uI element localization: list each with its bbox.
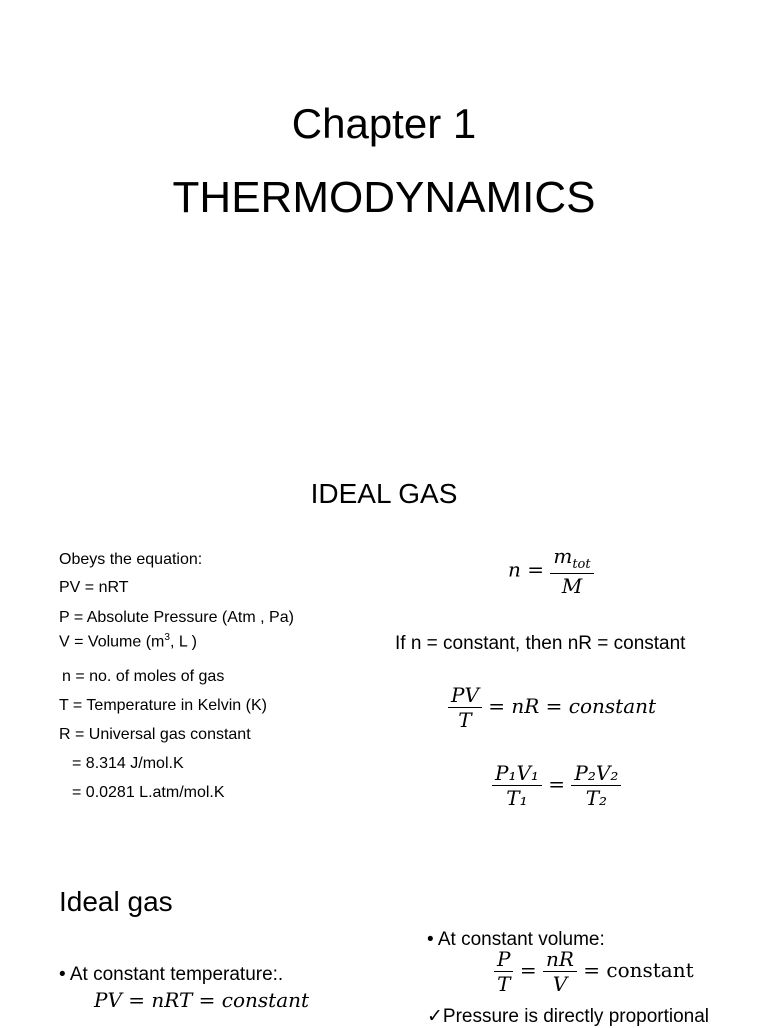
volume-rhs: = constant [583, 958, 694, 982]
combined-rhs-denominator: T₂ [585, 786, 608, 810]
moles-fraction [550, 545, 593, 597]
volume-definition-suffix: , L ) [169, 633, 197, 651]
combined-gas-law [492, 762, 621, 809]
moles-numerator: m [553, 544, 573, 568]
ratio-rhs: = nR = constant [488, 694, 657, 718]
ratio-numerator: PV [448, 684, 482, 708]
moles-formula [508, 545, 594, 597]
constant-statement: If n = constant, then nR = constant [395, 633, 686, 654]
chapter-label: Chapter 1 [291, 100, 477, 147]
combined-rhs-fraction [571, 762, 621, 809]
ideal-gas-equation: PV = nRT [59, 579, 129, 596]
volume-fraction-2 [543, 948, 577, 995]
obeys-label: Obeys the equation: [59, 551, 203, 568]
gas-constant-value-1: = 8.314 J/mol.K [72, 755, 184, 772]
gas-constant-definition: R = Universal gas constant [59, 726, 251, 743]
ideal-gas-heading: Ideal gas [59, 886, 173, 917]
combined-lhs-denominator: T₁ [506, 786, 528, 810]
volume-exponent: 3 [164, 632, 170, 643]
volume-definition-prefix: V = Volume (m [59, 633, 165, 651]
combined-equals: = [548, 772, 566, 796]
ratio-denominator: T [458, 708, 472, 732]
volume-fraction-1 [494, 948, 513, 995]
ratio-formula [448, 684, 656, 731]
ratio-fraction [448, 684, 482, 731]
chapter-title: THERMODYNAMICS [172, 173, 596, 222]
pressure-definition: P = Absolute Pressure (Atm , Pa) [59, 609, 294, 626]
combined-lhs-fraction [492, 762, 542, 809]
pressure-proportional-note: ✓Pressure is directly proportional [427, 1006, 710, 1027]
moles-numerator-subscript: tot [572, 557, 591, 572]
constant-volume-bullet: • At constant volume: [427, 929, 605, 950]
constant-temperature-equation: PV = nRT = constant [94, 988, 310, 1012]
moles-formula-lhs: n = [508, 557, 544, 582]
volume-numerator-1: P [494, 948, 513, 972]
volume-numerator-2: nR [543, 948, 577, 972]
moles-denominator: M [561, 574, 583, 599]
combined-rhs-numerator: P₂V₂ [571, 762, 621, 786]
volume-denominator-2: V [552, 972, 568, 996]
constant-temperature-bullet: • At constant temperature:. [59, 964, 284, 985]
temperature-definition: T = Temperature in Kelvin (K) [59, 697, 267, 714]
volume-equals: = [519, 958, 537, 982]
combined-lhs-numerator: P₁V₁ [492, 762, 542, 786]
constant-volume-formula [494, 948, 694, 995]
volume-denominator-1: T [497, 972, 511, 996]
gas-constant-value-2: = 0.0281 L.atm/mol.K [72, 784, 225, 801]
moles-definition: n = no. of moles of gas [62, 668, 225, 685]
section-title: IDEAL GAS [310, 478, 458, 509]
volume-definition [59, 632, 197, 651]
